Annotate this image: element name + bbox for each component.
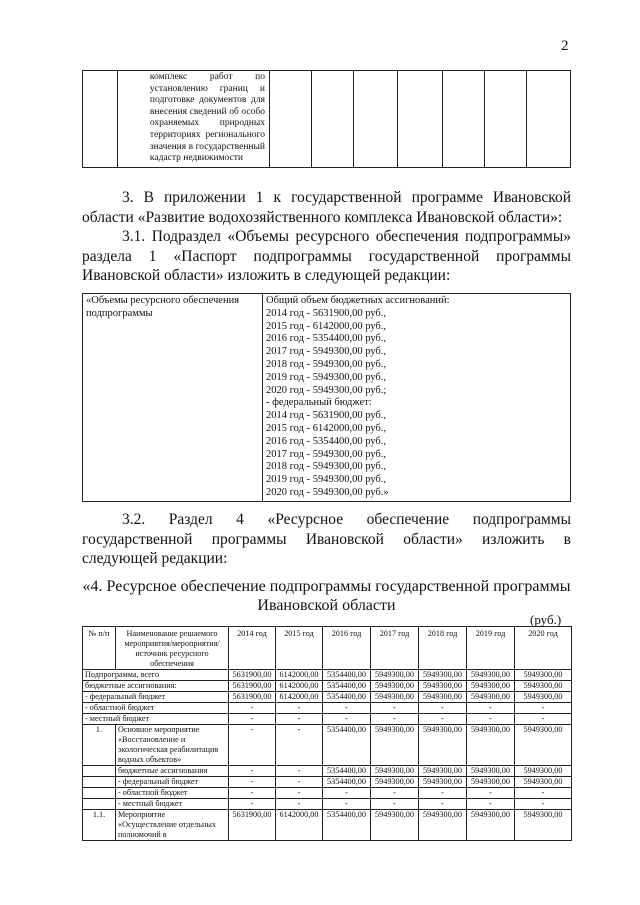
value-cell: -	[515, 714, 572, 725]
volumes-line: 2019 год - 5949300,00 руб.,	[266, 371, 387, 383]
volumes-line: 2017 год - 5949300,00 руб.,	[266, 448, 387, 460]
value-cell: -	[229, 766, 276, 777]
value-cell: 6142000,00	[276, 692, 323, 703]
value-cell: -	[467, 714, 515, 725]
value-cell: 5949300,00	[467, 725, 515, 766]
resource-table	[82, 626, 572, 841]
value-cell: 5949300,00	[419, 777, 467, 788]
value-cell: -	[229, 799, 276, 810]
row-name: - федеральный бюджет	[83, 692, 229, 703]
value-cell: 5949300,00	[419, 681, 467, 692]
column-header: 2019 год	[467, 627, 515, 670]
value-cell: -	[229, 777, 276, 788]
volumes-line: 2020 год - 5949300,00 руб.»	[266, 486, 389, 498]
table-row	[83, 777, 572, 788]
value-cell: 5949300,00	[515, 681, 572, 692]
value-cell: 5631900,00	[229, 670, 276, 681]
column-header: 2015 год	[276, 627, 323, 670]
value-cell: 5631900,00	[229, 692, 276, 703]
resource-table-header	[83, 627, 572, 670]
volumes-line: - федеральный бюджет:	[266, 397, 372, 409]
value-cell: 5949300,00	[371, 692, 419, 703]
value-cell: -	[419, 799, 467, 810]
table-row	[83, 703, 572, 714]
value-cell: 5949300,00	[515, 766, 572, 777]
row-name: Мероприятие «Осуществление отдельных полномочий в	[116, 810, 229, 841]
value-cell: 5354400,00	[323, 670, 371, 681]
table-row	[83, 799, 572, 810]
row-name: - областной бюджет	[116, 788, 229, 799]
table-row	[83, 714, 572, 725]
row-name: бюджетные ассигнования	[116, 766, 229, 777]
paragraph-3: 3. В приложении 1 к государственной программе Ивановской области «Развитие водохозяйственного комплекса Ивановской области»:	[82, 189, 571, 226]
value-cell: -	[276, 703, 323, 714]
value-cell: -	[419, 714, 467, 725]
volumes-line: 2015 год - 6142000,00 руб.,	[266, 422, 387, 434]
value-cell: -	[419, 788, 467, 799]
row-name: - областной бюджет	[83, 703, 229, 714]
value-cell: -	[229, 703, 276, 714]
value-cell: 6142000,00	[276, 670, 323, 681]
volumes-line: 2016 год - 5354400,00 руб.,	[266, 333, 387, 345]
row-name: - местный бюджет	[116, 799, 229, 810]
value-cell: 5949300,00	[515, 725, 572, 766]
value-cell: -	[323, 799, 371, 810]
value-cell: 5949300,00	[515, 810, 572, 841]
section-title: «4. Ресурсное обеспечение подпрограммы государственной программы Ивановской области	[82, 578, 571, 614]
table-row	[83, 692, 572, 703]
table-row	[83, 670, 572, 681]
value-cell: 5354400,00	[323, 777, 371, 788]
volumes-line: 2019 год - 5949300,00 руб.,	[266, 474, 387, 486]
value-cell: 5354400,00	[323, 681, 371, 692]
value-cell: -	[323, 714, 371, 725]
volumes-line: 2014 год - 5631900,00 руб.,	[266, 307, 387, 319]
value-cell: -	[371, 703, 419, 714]
continuation-table	[82, 70, 571, 168]
value-cell: 5949300,00	[371, 766, 419, 777]
value-cell: 5949300,00	[371, 777, 419, 788]
row-name: - местный бюджет	[83, 714, 229, 725]
value-cell: 5949300,00	[419, 810, 467, 841]
value-cell: 5631900,00	[229, 681, 276, 692]
value-cell: 5949300,00	[371, 681, 419, 692]
value-cell: -	[229, 788, 276, 799]
value-cell: -	[467, 788, 515, 799]
volumes-line: 2017 год - 5949300,00 руб.,	[266, 346, 387, 358]
table-row	[83, 725, 572, 766]
volumes-line: Общий объем бюджетных ассигнований:	[266, 295, 450, 306]
volumes-line: 2014 год - 5631900,00 руб.,	[266, 410, 387, 422]
volumes-label: «Объемы ресурсного обеспечения подпрограммы	[83, 294, 263, 502]
value-cell: -	[229, 725, 276, 766]
value-cell: 5354400,00	[323, 766, 371, 777]
value-cell: 5631900,00	[229, 810, 276, 841]
value-cell: 6142000,00	[276, 681, 323, 692]
value-cell: -	[323, 788, 371, 799]
value-cell: 5949300,00	[515, 692, 572, 703]
value-cell: 5949300,00	[419, 766, 467, 777]
volumes-line: 2018 год - 5949300,00 руб.,	[266, 358, 387, 370]
value-cell: -	[371, 799, 419, 810]
table-row	[83, 788, 572, 799]
table-row	[83, 681, 572, 692]
value-cell: 5949300,00	[419, 692, 467, 703]
value-cell: 5949300,00	[467, 777, 515, 788]
page-number: 2	[561, 38, 569, 54]
column-header: 2020 год	[515, 627, 572, 670]
value-cell: 5949300,00	[467, 692, 515, 703]
value-cell: 5949300,00	[467, 766, 515, 777]
value-cell: 5949300,00	[467, 670, 515, 681]
row-name: Основное мероприятие «Восстановление и экологическая реабилитация водных объектов»	[116, 725, 229, 766]
column-header: Наименование решаемого мероприятия/мероприятия/ источник ресурсного обеспечения	[116, 627, 229, 670]
volumes-line: 2020 год - 5949300,00 руб.;	[266, 384, 387, 396]
column-header: 2014 год	[229, 627, 276, 670]
paragraph-3-1: 3.1. Подраздел «Объемы ресурсного обеспечения подпрограммы» раздела 1 «Паспорт подпрограммы государственной программы Ивановской области» изложить в следующей редакции:	[82, 228, 571, 284]
table-row	[83, 766, 572, 777]
value-cell: 6142000,00	[276, 810, 323, 841]
value-cell: 5949300,00	[515, 670, 572, 681]
value-cell: -	[371, 714, 419, 725]
value-cell: -	[276, 777, 323, 788]
volumes-lines	[263, 294, 571, 502]
value-cell: 5949300,00	[467, 681, 515, 692]
paragraph-3-2: 3.2. Раздел 4 «Ресурсное обеспечение подпрограммы государственной программы Ивановской области» изложить в следующей редакции:	[82, 511, 571, 567]
value-cell: -	[276, 725, 323, 766]
volumes-line: 2018 год - 5949300,00 руб.,	[266, 461, 387, 473]
value-cell: 5949300,00	[371, 670, 419, 681]
value-cell: 5354400,00	[323, 692, 371, 703]
value-cell: -	[371, 788, 419, 799]
row-name: бюджетные ассигнования:	[83, 681, 229, 692]
value-cell: 5949300,00	[371, 810, 419, 841]
value-cell: -	[276, 714, 323, 725]
volumes-line: 2015 год - 6142000,00 руб.,	[266, 320, 387, 332]
column-header: 2018 год	[419, 627, 467, 670]
value-cell: -	[276, 766, 323, 777]
unit-label: (руб.)	[530, 612, 562, 627]
value-cell: -	[467, 799, 515, 810]
value-cell: 5354400,00	[323, 810, 371, 841]
value-cell: -	[323, 703, 371, 714]
value-cell: -	[515, 788, 572, 799]
value-cell: 5949300,00	[371, 725, 419, 766]
volumes-line: 2016 год - 5354400,00 руб.,	[266, 435, 387, 447]
value-cell: 5949300,00	[515, 777, 572, 788]
volumes-table	[82, 293, 571, 502]
value-cell: -	[276, 788, 323, 799]
value-cell: 5949300,00	[467, 810, 515, 841]
value-cell: 5949300,00	[419, 725, 467, 766]
row-name: - федеральный бюджет	[116, 777, 229, 788]
row-name: Подпрограмма, всего	[83, 670, 229, 681]
value-cell: 5949300,00	[419, 670, 467, 681]
value-cell: -	[229, 714, 276, 725]
column-header: 2016 год	[323, 627, 371, 670]
table-row	[83, 810, 572, 841]
value-cell: -	[467, 703, 515, 714]
value-cell: -	[276, 799, 323, 810]
value-cell: -	[515, 703, 572, 714]
value-cell: -	[419, 703, 467, 714]
row-number: 1.1.	[83, 810, 116, 841]
column-header: 2017 год	[371, 627, 419, 670]
row-number: 1.	[83, 725, 116, 766]
continuation-text: комплекс работ по установлению границ и подготовке документов для внесения сведений об особо охраняемых природных территориях регионального значения в государственный кадастр недвижимости	[149, 72, 265, 164]
value-cell: 5354400,00	[323, 725, 371, 766]
value-cell: -	[515, 799, 572, 810]
column-header: № п/п	[83, 627, 116, 670]
